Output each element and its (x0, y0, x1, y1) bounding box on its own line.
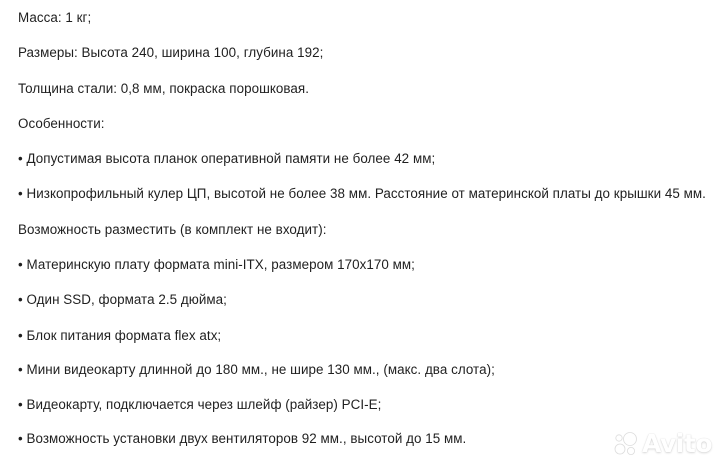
avito-wordmark: Avito (642, 429, 712, 458)
spec-dimensions: Размеры: Высота 240, ширина 100, глубина 192; (18, 45, 324, 60)
spec-weight: Масса: 1 кг; (18, 10, 92, 25)
feature-ram-height: • Допустимая высота планок оперативной памяти не более 42 мм; (18, 151, 436, 166)
features-heading: Особенности: (18, 116, 105, 131)
placement-psu: • Блок питания формата flex atx; (18, 328, 222, 343)
spec-steel-thickness: Толщина стали: 0,8 мм, покраска порошковая. (18, 81, 309, 96)
avito-logo-icon (612, 431, 638, 457)
avito-watermark (612, 431, 712, 457)
placement-motherboard: • Материнскую плату формата mini-ITX, размером 170x170 мм; (18, 257, 415, 272)
placement-heading: Возможность разместить (в комплект не входит): (18, 222, 327, 237)
placement-gpu-riser: • Видеокарту, подключается через шлейф (райзер) PCI-E; (18, 397, 382, 412)
placement-ssd: • Один SSD, формата 2.5 дюйма; (18, 292, 227, 307)
placement-fans: • Возможность установки двух вентиляторов 92 мм., высотой до 15 мм. (18, 431, 467, 446)
placement-mini-gpu: • Мини видеокарту длинной до 180 мм., не шире 130 мм., (макс. два слота); (18, 362, 495, 377)
feature-cpu-cooler: • Низкопрофильный кулер ЦП, высотой не более 38 мм. Расстояние от материнской платы до крышки 45 мм. (18, 186, 706, 201)
